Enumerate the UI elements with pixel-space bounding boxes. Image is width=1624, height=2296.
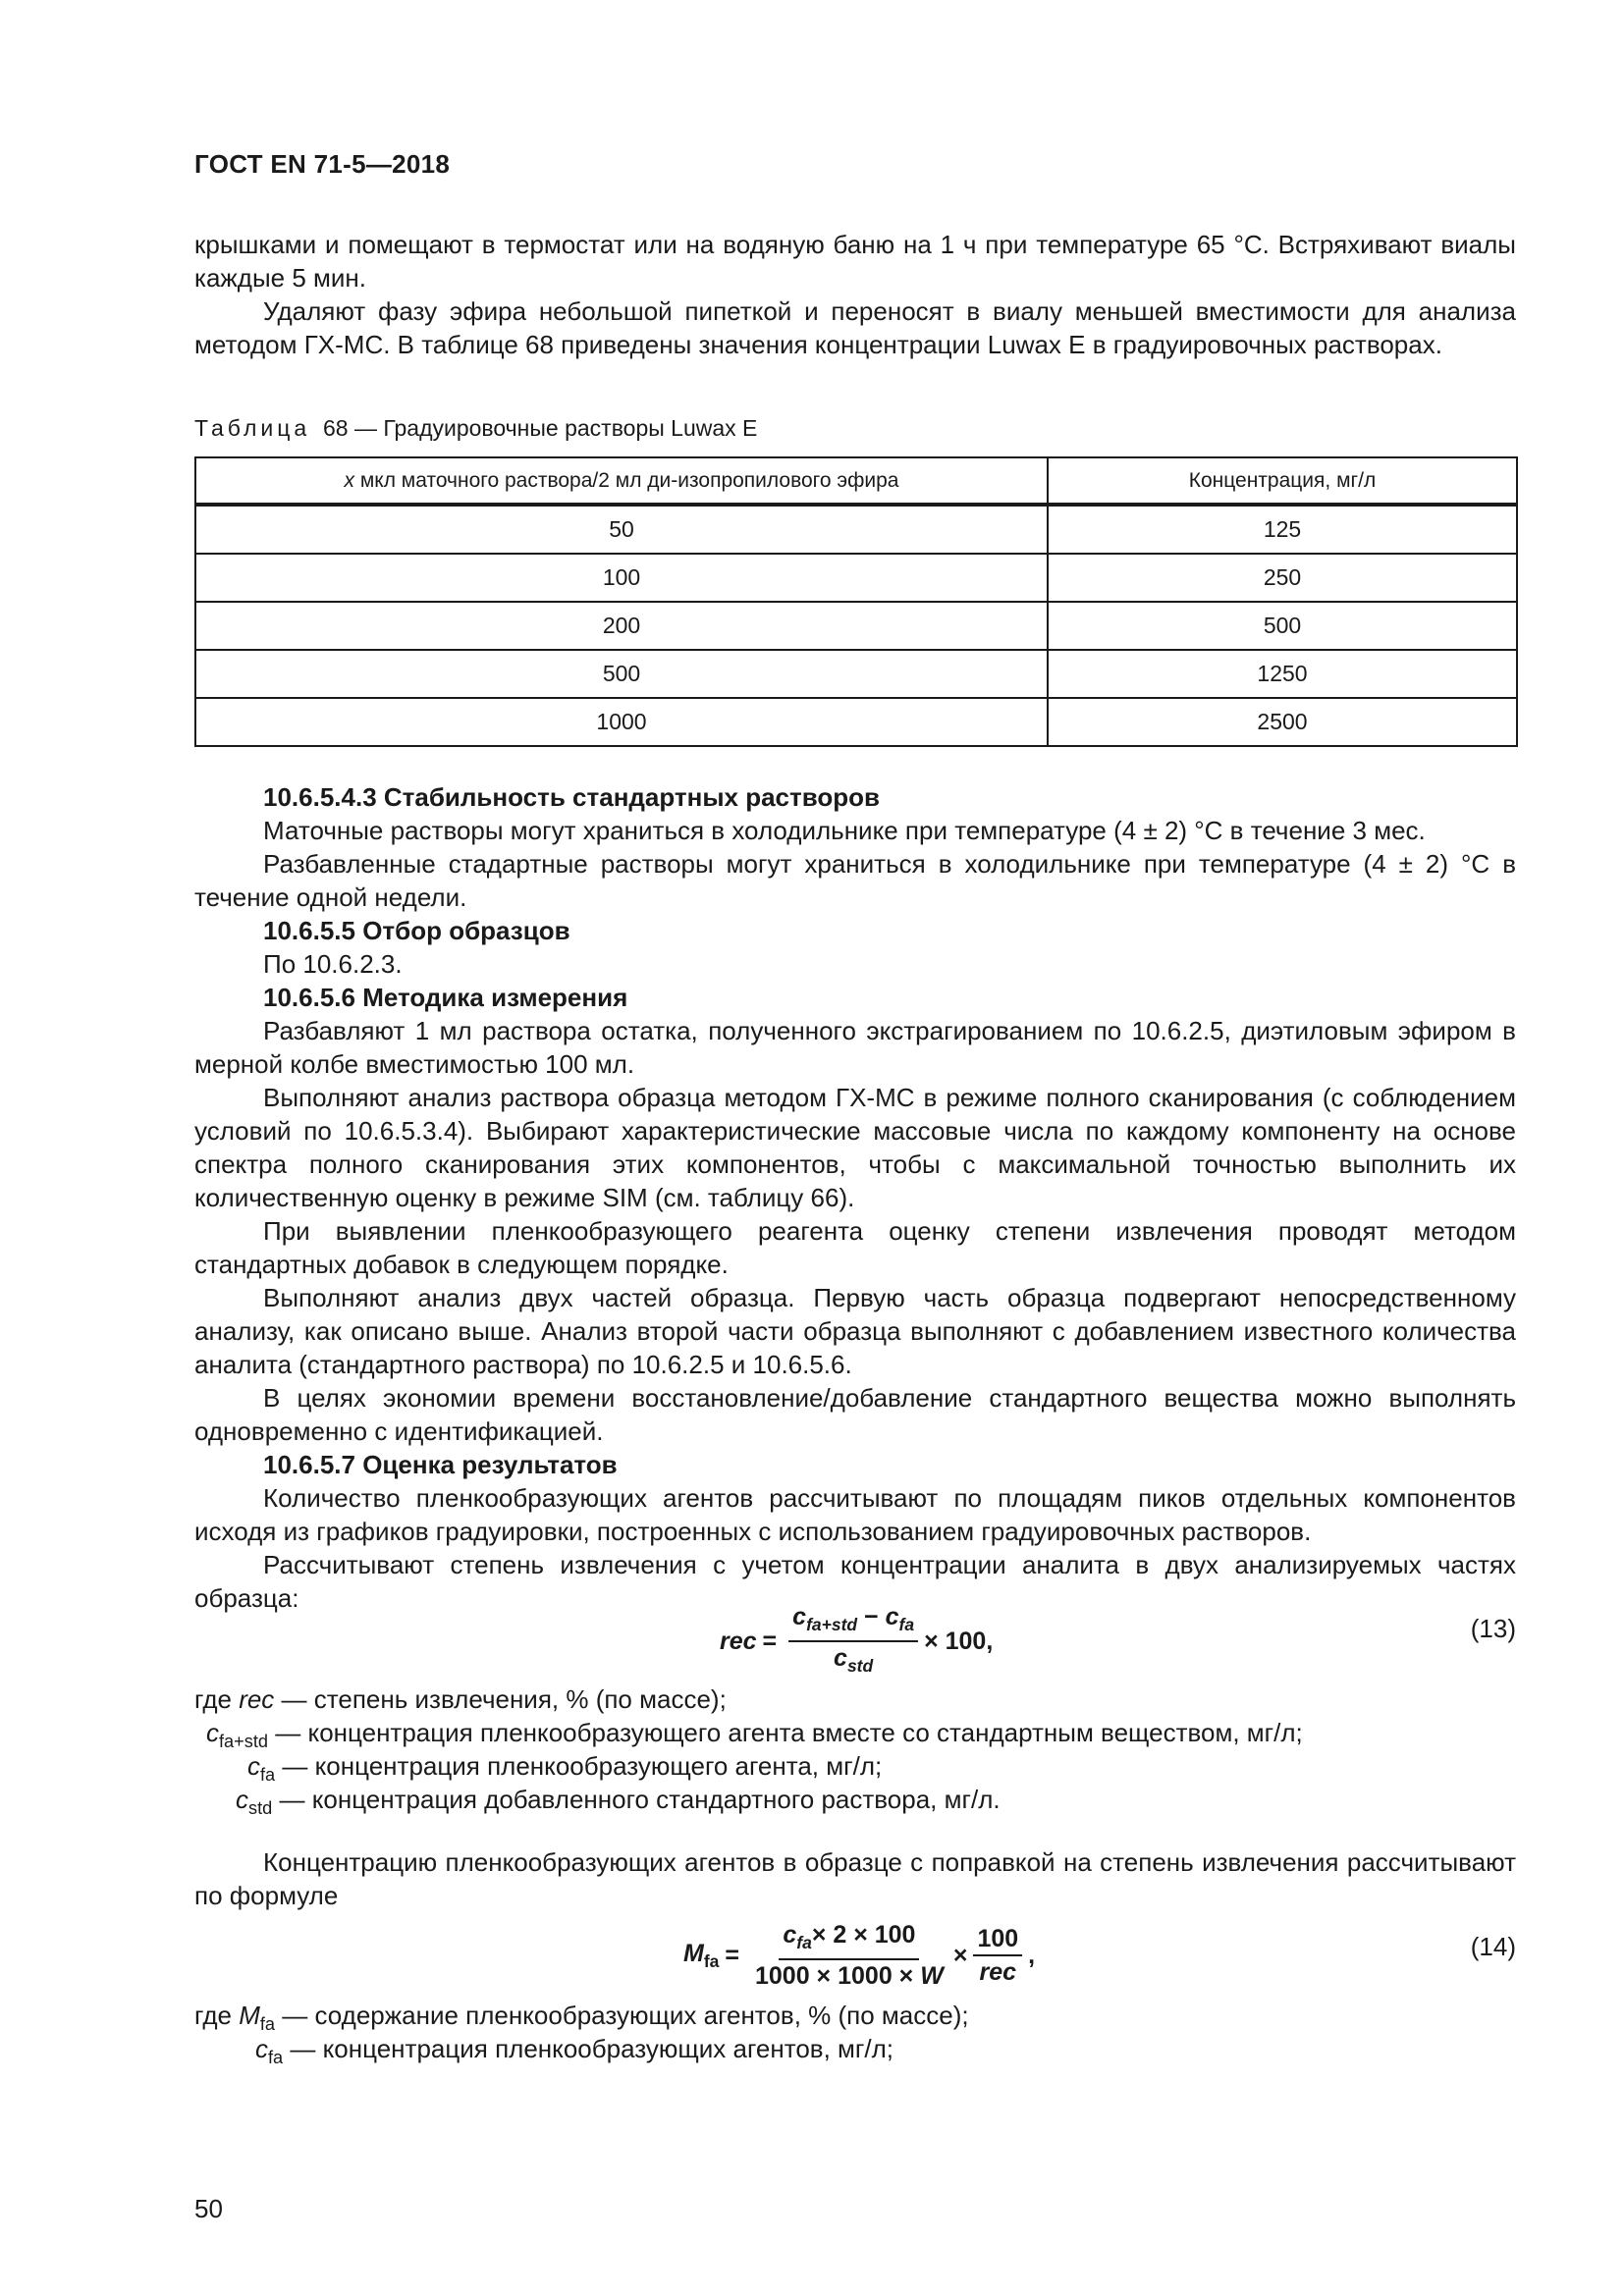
formula-fraction: $\frac{c_{fa}\times 2 \times 100}{1000 \times 1000 \times W}$: [755, 1921, 944, 1990]
paragraph: Выполняют анализ раствора образца методом ГХ-МС в режиме полного сканирования (с соблюдением условий по 10.6.5.3.4). Выбирают характеристические массовые числа по каждому компоненту на основе спектра полного сканирования этих компонентов, чтобы с максимальной точностью выполнить их количественную оценку в режиме SIM (см. таблицу 66).: [194, 1083, 1516, 1212]
paragraph: Рассчитывают степень извлечения с учетом концентрации аналита в двух анализируемых частях образца:: [194, 1550, 1516, 1613]
paragraph: Удаляют фазу эфира небольшой пипеткой и переносят в виалу меньшей вместимости для анализа методом ГХ-МС. В таблице 68 приведены значения концентрации Luwax E в градуировочных растворах.: [194, 296, 1516, 359]
formula-14-definitions: [194, 1999, 1516, 2069]
table-cell: 2500: [1048, 698, 1517, 746]
table-row: [195, 554, 1517, 602]
table-cell: 50: [195, 505, 1048, 554]
definition-row: $c_{fa}$ — концентрация пленкообразующих агентов, мг/л;: [255, 2034, 894, 2068]
table-row: [195, 505, 1517, 554]
intro-text: [194, 228, 1516, 361]
section-heading: 10.6.5.4.3 Стабильность стандартных растворов: [263, 782, 881, 812]
table-cell: 1000: [195, 698, 1048, 746]
paragraph: Маточные растворы могут храниться в холодильнике при температуре (4 ± 2) °С в течение 3 мес.: [263, 816, 1426, 845]
definition-row: $c_{fa}$ — концентрация пленкообразующего агента, мг/л;: [247, 1751, 883, 1786]
section-heading: 10.6.5.6 Методика измерения: [263, 983, 628, 1012]
page-number: 50: [194, 2194, 223, 2223]
equation-number: (13): [1470, 1614, 1516, 1643]
paragraph: По 10.6.2.3.: [263, 949, 403, 979]
table-row: [195, 650, 1517, 698]
table-cell: 1250: [1048, 650, 1517, 698]
calibration-table: [194, 456, 1518, 747]
section-text: [194, 780, 1516, 1615]
paragraph: Количество пленкообразующих агентов рассчитывают по площадям пиков отдельных компонентов исходя из графиков градуировки, построенных с использованием градуировочных растворов.: [194, 1483, 1516, 1546]
table-header-cell: x мкл маточного раствора/2 мл ди-изопропилового эфира: [195, 457, 1048, 505]
table-cell: 250: [1048, 554, 1517, 602]
formula-fraction: $\frac{c_{fa+std} - c_{fa}}{c_{std}}$: [788, 1602, 918, 1681]
section-heading: 10.6.5.5 Отбор образцов: [263, 916, 570, 945]
table-row: [195, 698, 1517, 746]
formula-lhs: $M_{fa}$: [683, 1939, 720, 1971]
formula-fraction: $\frac{100}{\text{rec}}$: [973, 1924, 1022, 1987]
paragraph-block: [194, 1845, 1516, 1912]
table-caption: [194, 415, 757, 442]
paragraph: крышками и помещают в термостат или на водяную баню на 1 ч при температуре 65 °С. Встряхивают виалы каждые 5 мин.: [194, 230, 1516, 293]
paragraph: Выполняют анализ двух частей образца. Первую часть образца подвергают непосредственному анализу, как описано выше. Анализ второй части образца выполняют с добавлением известного количества аналита (стандартного раствора) по 10.6.2.5 и 10.6.5.6.: [194, 1283, 1516, 1379]
definition-row: $c_{std}$ — концентрация добавленного стандартного раствора, мг/л.: [236, 1785, 1001, 1819]
section-heading: 10.6.5.7 Оценка результатов: [263, 1450, 618, 1479]
equation-number: (14): [1470, 1932, 1516, 1961]
document-header: ГОСТ EN 71-5—2018: [194, 149, 451, 179]
table-caption-text: 68 — Градуировочные растворы Luwax E: [322, 415, 758, 441]
definition-row: где $M_{fa}$ — содержание пленкообразующих агентов, % (по массе);: [194, 2001, 969, 2035]
table-cell: 200: [195, 602, 1048, 650]
table-cell: 125: [1048, 505, 1517, 554]
formula-13: rec = $\frac{c_{fa+std} - c_{fa}}{c_{std}}$ × 100, (13): [194, 1602, 1516, 1671]
definition-row: $c_{fa+std}$ — концентрация пленкообразующего агента вместе со стандартным веществом, мг/л;: [206, 1718, 1303, 1752]
paragraph: В целях экономии времени восстановление/добавление стандартного вещества можно выполнять одновременно с идентификацией.: [194, 1383, 1516, 1446]
formula-lhs: rec: [720, 1627, 757, 1655]
paragraph: Разбавленные стадартные растворы могут храниться в холодильнике при температуре (4 ± 2) °С в течение одной недели.: [194, 849, 1516, 912]
paragraph: При выявлении пленкообразующего реагента оценку степени извлечения проводят методом стандартных добавок в следующем порядке.: [194, 1216, 1516, 1279]
table-row: [195, 602, 1517, 650]
paragraph: Концентрацию пленкообразующих агентов в образце с поправкой на степень извлечения рассчитывают по формуле: [194, 1847, 1516, 1910]
definition-row: где rec — степень извлечения, % (по массе);: [194, 1684, 727, 1714]
table-header-cell: Концентрация, мг/л: [1048, 457, 1517, 505]
table-caption-label: Таблица: [194, 415, 311, 441]
table-cell: 100: [195, 554, 1048, 602]
formula-14: $M_{fa}$ = $\frac{c_{fa}\times 2 \times 100}{1000 \times 1000 \times W}$ × $\frac{100}{\text{rec}}$ , (14): [683, 1921, 1516, 1990]
paragraph: Разбавляют 1 мл раствора остатка, полученного экстрагированием по 10.6.2.5, диэтиловым эфиром в мерной колбе вместимостью 100 мл.: [194, 1016, 1516, 1079]
table-cell: 500: [1048, 602, 1517, 650]
table-header-row: [195, 457, 1517, 505]
formula-13-definitions: [194, 1682, 1516, 1820]
table-cell: 500: [195, 650, 1048, 698]
